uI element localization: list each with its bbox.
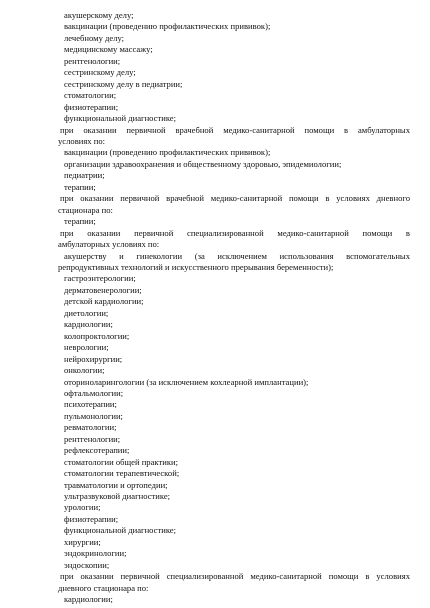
text-line: медицинскому массажу;	[64, 44, 153, 55]
text-line: кардиологии;	[64, 594, 113, 605]
text-line: хирургии;	[64, 536, 101, 547]
text-line: рефлексотерапии;	[64, 445, 130, 456]
text-line: диетологии;	[64, 307, 109, 318]
text-line: пульмонологии;	[64, 410, 123, 421]
text-line: вакцинации (проведению профилактических прививок);	[64, 147, 271, 158]
text-line: педиатрии;	[64, 170, 105, 181]
text-line: терапии;	[64, 216, 96, 227]
text-line: стоматологии;	[64, 90, 117, 101]
text-line: при оказании первичной специализированной медико-санитарной помощи в	[60, 227, 410, 238]
text-line: рентгенологии;	[64, 55, 121, 66]
text-line: гастроэнтерологии;	[64, 273, 136, 284]
text-line: функциональной диагностике;	[64, 113, 177, 124]
text-line: урологии;	[64, 502, 101, 513]
text-line: офтальмологии;	[64, 387, 124, 398]
text-line: травматологии и ортопедии;	[64, 479, 168, 490]
text-line: онкологии;	[64, 365, 105, 376]
text-line: неврологии;	[64, 342, 109, 353]
text-line: колопроктологии;	[64, 330, 130, 341]
text-line: терапии;	[64, 181, 96, 192]
text-line: кардиологии;	[64, 319, 113, 330]
text-line: детской кардиологии;	[64, 296, 144, 307]
text-line: дерматовенерологии;	[64, 284, 142, 295]
text-line: стоматологии терапевтической;	[64, 468, 180, 479]
text-line: условиях по:	[58, 135, 106, 146]
text-line: ревматологии;	[64, 422, 117, 433]
text-line: стоматологии общей практики;	[64, 456, 178, 467]
text-line: организации здравоохранения и общественному здоровью, эпидемиологии;	[64, 158, 342, 169]
text-line: нейрохирургии;	[64, 353, 123, 364]
text-line: репродуктивных технологий и искусственного прерывания беременности);	[58, 261, 334, 272]
text-line: при оказании первичной специализированной медико-санитарной помощи в условиях	[60, 571, 410, 582]
text-line: ультразвуковой диагностике;	[64, 491, 171, 502]
text-line: физиотерапии;	[64, 101, 119, 112]
text-line: эндокринологии;	[64, 548, 127, 559]
text-line: эндоскопии;	[64, 559, 110, 570]
text-line: сестринскому делу;	[64, 67, 136, 78]
text-line: при оказании первичной врачебной медико-санитарной помощи в амбулаторных	[60, 124, 410, 135]
document-text	[58, 10, 410, 606]
text-line: вакцинации (проведению профилактических прививок);	[64, 21, 271, 32]
text-line: стационара по:	[58, 204, 113, 215]
text-line: физиотерапии;	[64, 513, 119, 524]
text-line: дневного стационара по:	[58, 582, 149, 593]
text-line: лечебному делу;	[64, 32, 125, 43]
text-line: психотерапии;	[64, 399, 117, 410]
text-line: оториноларингологии (за исключением кохлеарной имплантации);	[64, 376, 309, 387]
text-line: функциональной диагностике;	[64, 525, 177, 536]
text-line: амбулаторных условиях по:	[58, 239, 160, 250]
text-line: при оказании первичной врачебной медико-санитарной помощи в условиях дневного	[60, 193, 410, 204]
text-line: акушерскому делу;	[64, 10, 134, 20]
text-line: акушерству и гинекологии (за исключением использования вспомогательных	[64, 250, 410, 261]
text-line: рентгенологии;	[64, 433, 121, 444]
text-line: сестринскому делу в педиатрии;	[64, 78, 183, 89]
